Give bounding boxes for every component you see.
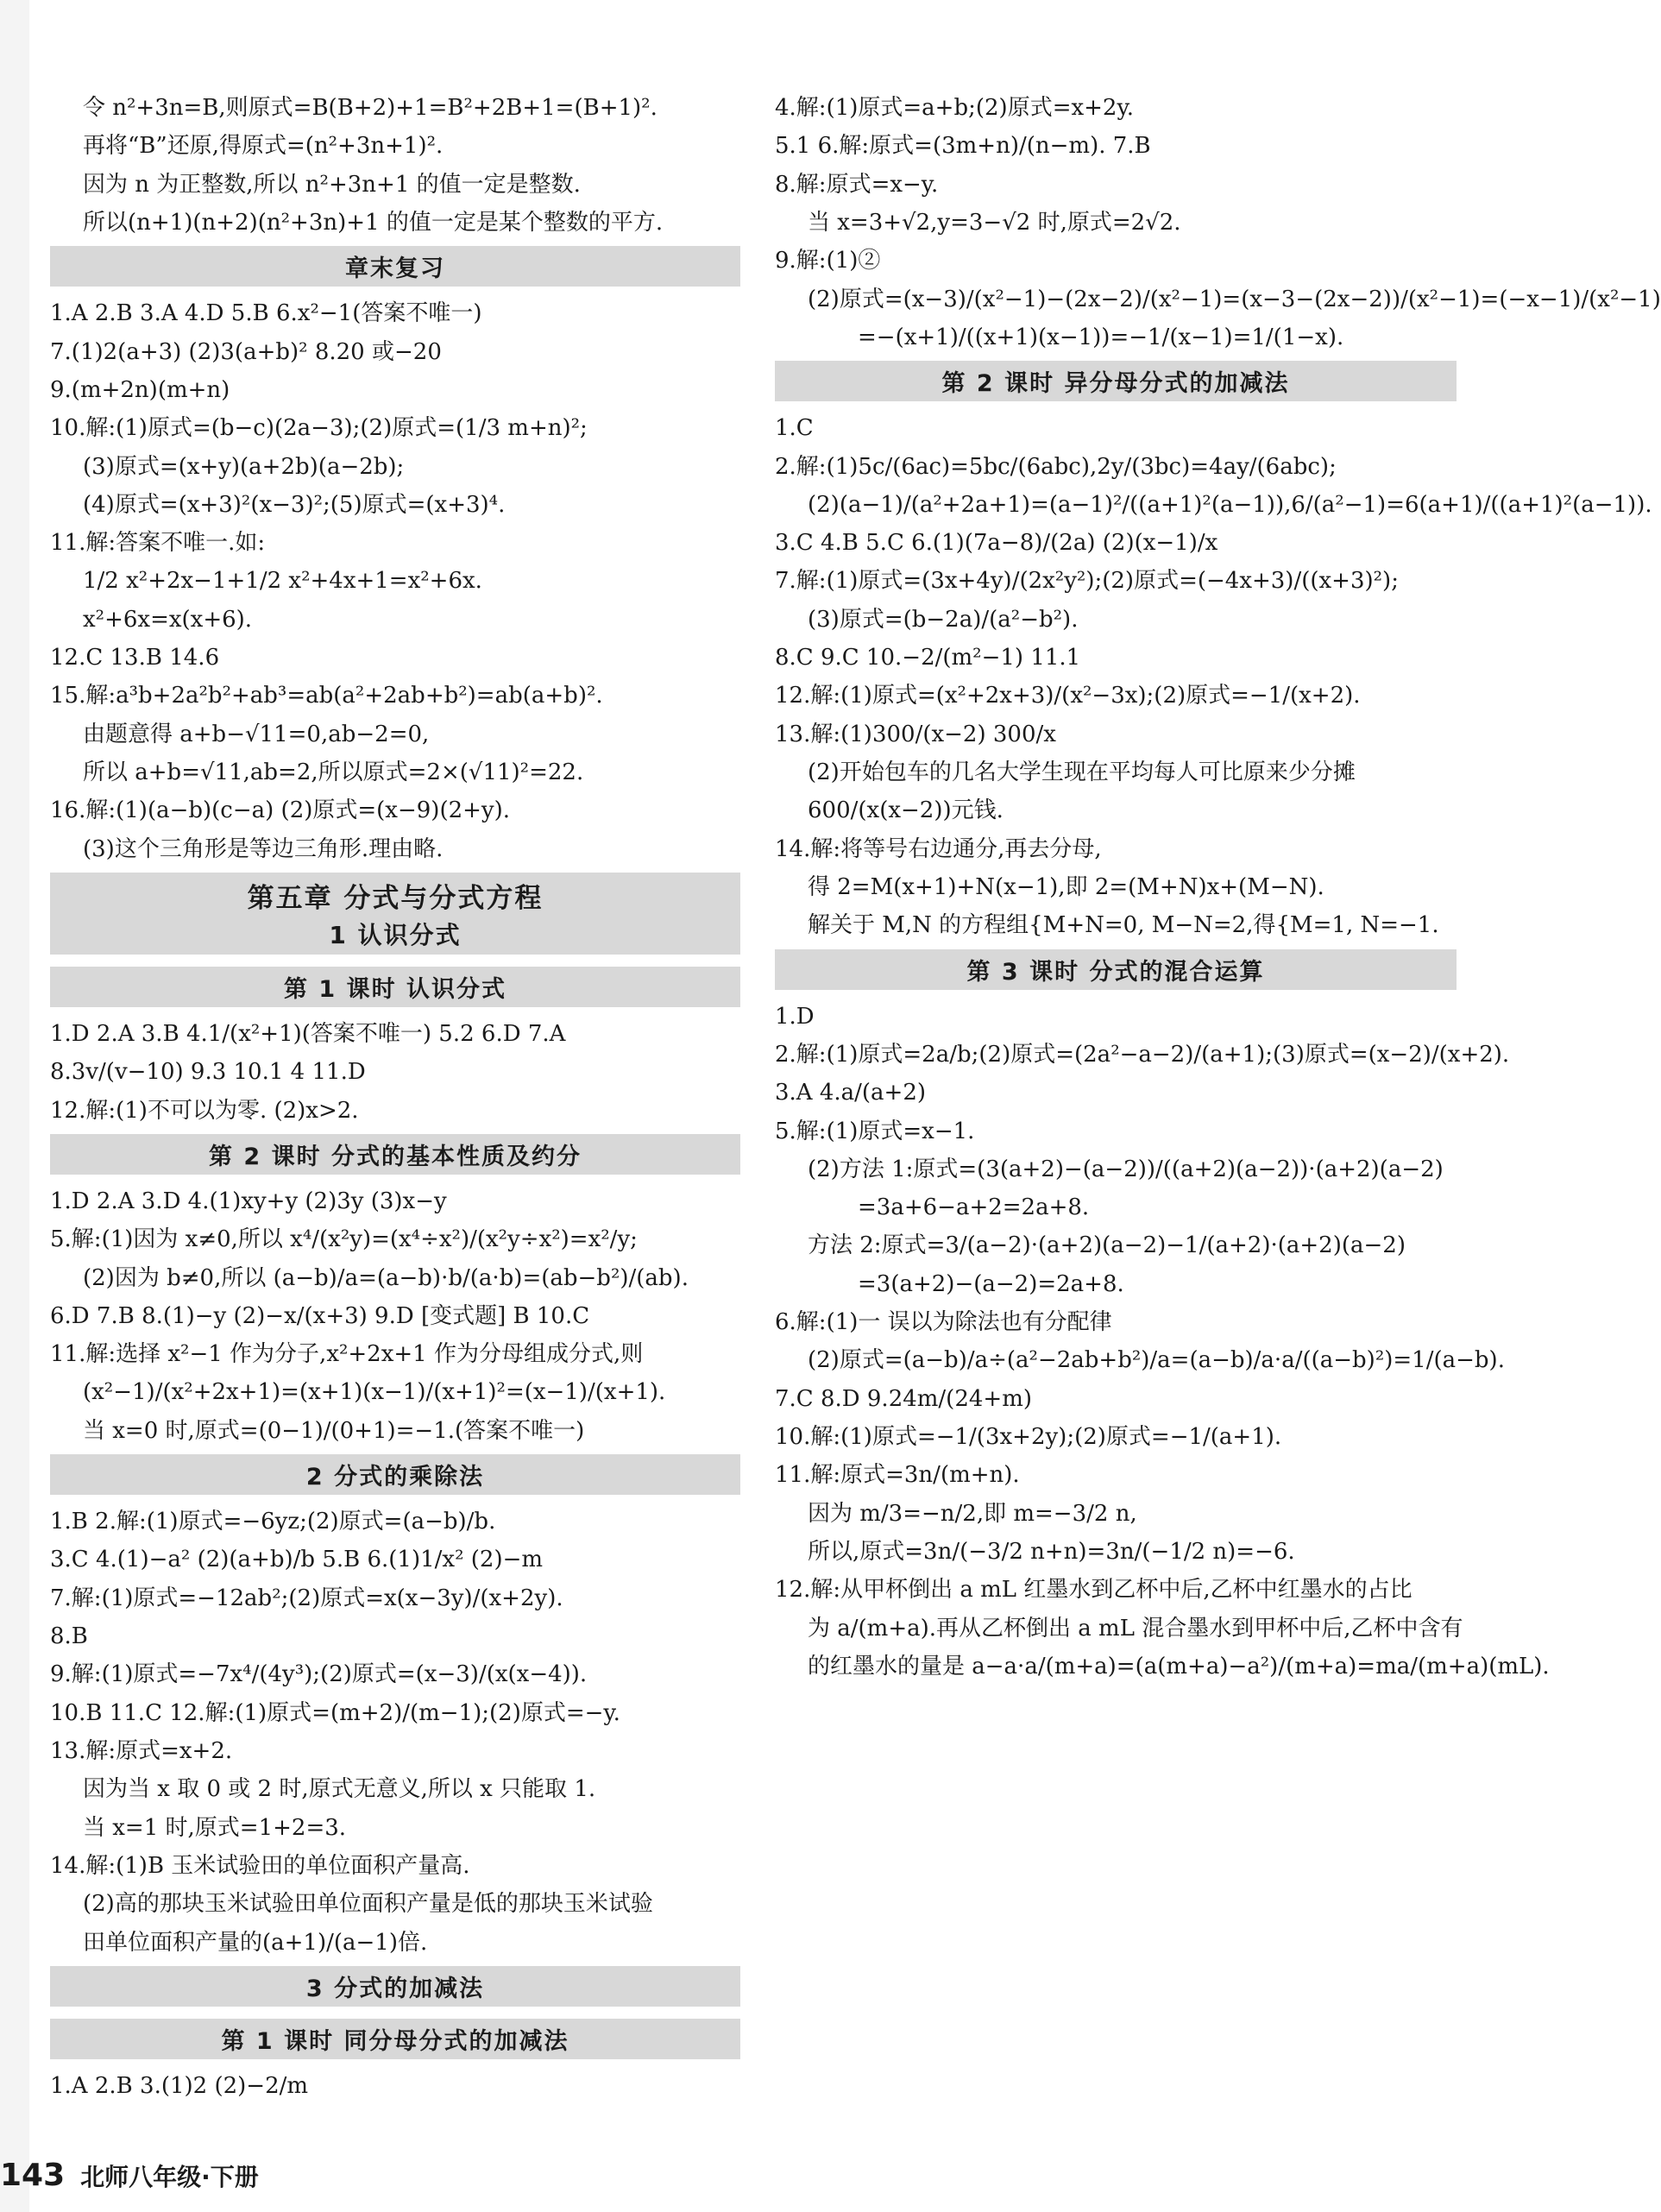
answer-line: 7.C 8.D 9.24m/(24+m) <box>775 1385 1032 1412</box>
answer-line: 方法 2:原式=3/(a−2)·(a+2)(a−2)−1/(a+2)·(a+2)(a−2) <box>808 1232 1406 1259</box>
answer-line: 15.解:a³b+2a²b²+ab³=ab(a²+2ab+b²)=ab(a+b)². <box>50 683 603 709</box>
answer-line: 田单位面积产量的(a+1)/(a−1)倍. <box>83 1929 428 1956</box>
answer-line: 11.解:选择 x²−1 作为分子,x²+2x+1 作为分母组成分式,则 <box>50 1341 644 1368</box>
answer-line: 3.C 4.B 5.C 6.(1)(7a−8)/(2a) (2)(x−1)/x <box>775 530 1218 557</box>
section-heading: 章末复习 <box>50 246 740 287</box>
answer-line: 1.A 2.B 3.A 4.D 5.B 6.x²−1(答案不唯一) <box>50 300 482 327</box>
answer-line: 12.解:从甲杯倒出 a mL 红墨水到乙杯中后,乙杯中红墨水的占比 <box>775 1577 1412 1604</box>
answer-line: 11.解:原式=3n/(m+n). <box>775 1462 1020 1489</box>
answer-line: 12.C 13.B 14.6 <box>50 645 220 671</box>
answer-line: 因为 n 为正整数,所以 n²+3n+1 的值一定是整数. <box>83 171 581 198</box>
answer-line: =3(a+2)−(a−2)=2a+8. <box>858 1270 1124 1297</box>
answer-line: 的红墨水的量是 a−a·a/(m+a)=(a(m+a)−a²)/(m+a)=ma/(m+a)(mL). <box>808 1653 1550 1679</box>
answer-line: 14.解:(1)B 玉米试验田的单位面积产量高. <box>50 1852 470 1879</box>
answer-line: (2)因为 b≠0,所以 (a−b)/a=(a−b)·b/(a·b)=(ab−b²)/(ab). <box>83 1264 689 1291</box>
answer-line: 因为 m/3=−n/2,即 m=−3/2 n, <box>808 1500 1137 1527</box>
answer-line: 600/(x(x−2))元钱. <box>808 797 1004 824</box>
answer-line: =−(x+1)/((x+1)(x−1))=−1/(x−1)=1/(1−x). <box>858 324 1344 350</box>
answer-line: (2)原式=(a−b)/a÷(a²−2ab+b²)/a=(a−b)/a·a/((a−b)²)=1/(a−b). <box>808 1347 1505 1374</box>
section-heading: 第 2 课时 异分母分式的加减法 <box>775 361 1457 401</box>
answer-line: 因为当 x 取 0 或 2 时,原式无意义,所以 x 只能取 1. <box>83 1776 596 1803</box>
answer-line: 12.解:(1)原式=(x²+2x+3)/(x²−3x);(2)原式=−1/(x+2). <box>775 683 1361 709</box>
section-heading: 第 3 课时 分式的混合运算 <box>775 949 1457 990</box>
section-heading: 第 2 课时 分式的基本性质及约分 <box>50 1134 740 1175</box>
answer-line: 7.解:(1)原式=−12ab²;(2)原式=x(x−3y)/(x+2y). <box>50 1585 563 1611</box>
answer-line: 10.B 11.C 12.解:(1)原式=(m+2)/(m−1);(2)原式=−y. <box>50 1699 620 1726</box>
section-heading: 第 1 课时 同分母分式的加减法 <box>50 2019 740 2059</box>
answer-column-left <box>50 93 740 2109</box>
answer-line: 16.解:(1)(a−b)(c−a) (2)原式=(x−9)(2+y). <box>50 797 511 824</box>
answer-line: 所以 a+b=√11,ab=2,所以原式=2×(√11)²=22. <box>83 759 584 785</box>
answer-line: 再将“B”还原,得原式=(n²+3n+1)². <box>83 133 444 160</box>
answer-line: 3.A 4.a/(a+2) <box>775 1080 927 1106</box>
answer-line: (x²−1)/(x²+2x+1)=(x+1)(x−1)/(x+1)²=(x−1)/(x+1). <box>83 1379 666 1406</box>
answer-line: 7.(1)2(a+3) (2)3(a+b)² 8.20 或−20 <box>50 338 442 365</box>
answer-line: 5.解:(1)因为 x≠0,所以 x⁴/(x²y)=(x⁴÷x²)/(x²y÷x²)=x²/y; <box>50 1226 638 1253</box>
answer-line: 7.解:(1)原式=(3x+4y)/(2x²y²);(2)原式=(−4x+3)/((x+3)²); <box>775 568 1399 595</box>
section-heading: 第 1 课时 认识分式 <box>50 967 740 1007</box>
answer-line: x²+6x=x(x+6). <box>83 606 253 633</box>
answer-line: 5.1 6.解:原式=(3m+n)/(n−m). 7.B <box>775 133 1151 160</box>
answer-line: 13.解:(1)300/(x−2) 300/x <box>775 721 1056 747</box>
answer-line: 4.解:(1)原式=a+b;(2)原式=x+2y. <box>775 95 1134 121</box>
page-footer <box>0 2158 345 2193</box>
answer-line: 得 2=M(x+1)+N(x−1),即 2=(M+N)x+(M−N). <box>808 873 1324 900</box>
answer-line: 10.解:(1)原式=−1/(3x+2y);(2)原式=−1/(a+1). <box>775 1424 1282 1450</box>
answer-line: 由题意得 a+b−√11=0,ab−2=0, <box>83 721 430 747</box>
answer-line: 11.解:答案不唯一.如: <box>50 530 266 557</box>
page-number: 143 <box>0 2158 66 2193</box>
answer-line: (2)(a−1)/(a²+2a+1)=(a−1)²/((a+1)²(a−1)),6/(a²−1)=6(a+1)/((a+1)²(a−1)). <box>808 491 1652 518</box>
answer-line: 8.B <box>50 1623 88 1649</box>
answer-line: (3)原式=(x+y)(a+2b)(a−2b); <box>83 453 405 480</box>
answer-line: (3)这个三角形是等边三角形.理由略. <box>83 835 444 862</box>
answer-line: (2)开始包车的几名大学生现在平均每人可比原来少分摊 <box>808 759 1356 785</box>
answer-line: 8.3v/(v−10) 9.3 10.1 4 11.D <box>50 1059 366 1086</box>
answer-line: 1.B 2.解:(1)原式=−6yz;(2)原式=(a−b)/b. <box>50 1509 496 1535</box>
answer-line: 为 a/(m+a).再从乙杯倒出 a mL 混合墨水到甲杯中后,乙杯中含有 <box>808 1615 1463 1642</box>
answer-line: 2.解:(1)原式=2a/b;(2)原式=(2a²−a−2)/(a+1);(3)原式=(x−2)/(x+2). <box>775 1041 1510 1068</box>
answer-line: 解关于 M,N 的方程组{M+N=0, M−N=2,得{M=1, N=−1. <box>808 912 1439 939</box>
left-page-edge <box>0 0 29 2212</box>
answer-line: 9.解:(1)原式=−7x⁴/(4y³);(2)原式=(x−3)/(x(x−4)). <box>50 1661 588 1688</box>
answer-line: (2)方法 1:原式=(3(a+2)−(a−2))/((a+2)(a−2))·(a+2)(a−2) <box>808 1156 1444 1182</box>
answer-line: 14.解:将等号右边通分,再去分母, <box>775 835 1102 862</box>
answer-line: 3.C 4.(1)−a² (2)(a+b)/b 5.B 6.(1)1/x² (2)−m <box>50 1547 544 1573</box>
answer-line: (4)原式=(x+3)²(x−3)²;(5)原式=(x+3)⁴. <box>83 491 506 518</box>
answer-line: 8.解:原式=x−y. <box>775 171 939 198</box>
answer-line: 6.D 7.B 8.(1)−y (2)−x/(x+3) 9.D [变式题] B 10.C <box>50 1302 590 1329</box>
answer-line: 13.解:原式=x+2. <box>50 1737 233 1764</box>
answer-line: 2.解:(1)5c/(6ac)=5bc/(6abc),2y/(3bc)=4ay/(6abc); <box>775 453 1337 480</box>
answer-line: 5.解:(1)原式=x−1. <box>775 1118 975 1144</box>
section-heading: 2 分式的乘除法 <box>50 1454 740 1495</box>
book-title: 北师八年级·下册 <box>80 2163 259 2191</box>
answer-line: 1.D 2.A 3.B 4.1/(x²+1)(答案不唯一) 5.2 6.D 7.A <box>50 1020 566 1047</box>
answer-line: 10.解:(1)原式=(b−c)(2a−3);(2)原式=(1/3 m+n)²; <box>50 415 588 442</box>
answer-line: (2)原式=(x−3)/(x²−1)−(2x−2)/(x²−1)=(x−3−(2x−2))/(x²−1)=(−x−1)/(x²−1) <box>808 286 1661 312</box>
answer-line: 1.D <box>775 1003 815 1030</box>
answer-line: 1.A 2.B 3.(1)2 (2)−2/m <box>50 2072 309 2099</box>
answer-line: 1.C <box>775 415 814 442</box>
answer-line: 1.D 2.A 3.D 4.(1)xy+y (2)3y (3)x−y <box>50 1188 447 1214</box>
answer-line: =3a+6−a+2=2a+8. <box>858 1194 1090 1221</box>
section-heading: 3 分式的加减法 <box>50 1966 740 2007</box>
chapter-heading: 第五章 分式与分式方程 <box>50 873 740 915</box>
answer-line: (3)原式=(b−2a)/(a²−b²). <box>808 606 1079 633</box>
answer-line: 令 n²+3n=B,则原式=B(B+2)+1=B²+2B+1=(B+1)². <box>83 95 657 121</box>
answer-line: 当 x=0 时,原式=(0−1)/(0+1)=−1.(答案不唯一) <box>83 1417 585 1444</box>
answer-line: 9.解:(1)② <box>775 248 881 274</box>
answer-line: 6.解:(1)一 误以为除法也有分配律 <box>775 1309 1112 1336</box>
answer-line: (2)高的那块玉米试验田单位面积产量是低的那块玉米试验 <box>83 1891 653 1918</box>
answer-line: 所以(n+1)(n+2)(n²+3n)+1 的值一定是某个整数的平方. <box>83 209 664 236</box>
answer-line: 8.C 9.C 10.−2/(m²−1) 11.1 <box>775 645 1081 671</box>
chapter-subheading: 1 认识分式 <box>50 915 740 955</box>
answer-line: 12.解:(1)不可以为零. (2)x>2. <box>50 1097 359 1124</box>
answer-line: 9.(m+2n)(m+n) <box>50 376 230 403</box>
answer-line: 当 x=3+√2,y=3−√2 时,原式=2√2. <box>808 209 1181 236</box>
answer-line: 所以,原式=3n/(−3/2 n+n)=3n/(−1/2 n)=−6. <box>808 1538 1295 1565</box>
answer-column-right <box>775 93 1661 1690</box>
answer-line: 当 x=1 时,原式=1+2=3. <box>83 1814 347 1841</box>
answer-line: 1/2 x²+2x−1+1/2 x²+4x+1=x²+6x. <box>83 568 482 595</box>
